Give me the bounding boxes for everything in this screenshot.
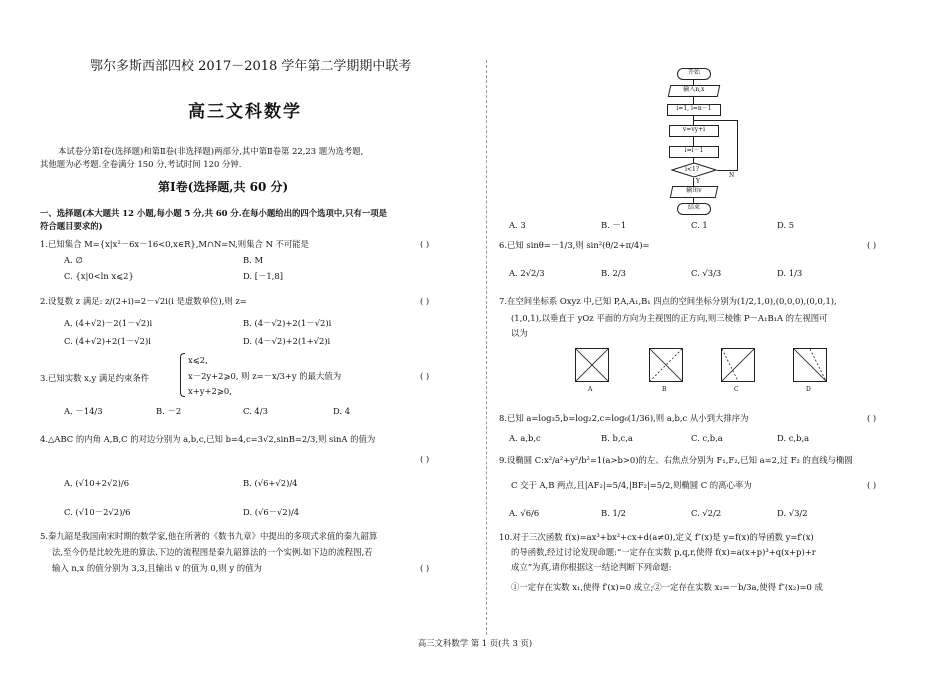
q4-answer-paren: ( ) [420, 454, 430, 464]
q6-option-c: C. √3/3 [691, 268, 722, 278]
q7-line-2: (1,0,1),以垂直于 yOz 平面的方向为主视图的正方向,则三棱锥 P－A₁B₁A 的左视图可 [511, 313, 828, 323]
q4-stem: 4.△ABC 的内角 A,B,C 的对边分别为 a,b,c,已知 b=4,c=3√2,sinB=2/3,则 sinA 的值为 [40, 434, 376, 444]
flowchart-condition: i<1? [685, 166, 699, 173]
q8-option-a: A. a,b,c [509, 433, 541, 443]
flowchart-decrement: i=i－1 [669, 146, 719, 158]
section1-line-1: 一、选择题(本大题共 12 小题,每小题 5 分,共 60 分.在每小题给出的四个选项中,只有一项是 [40, 208, 388, 218]
q4-option-d: D. (√6－√2)/4 [243, 507, 300, 517]
q4-option-c: C. (√10－2√2)/6 [64, 507, 131, 517]
q9-option-d: D. √3/2 [777, 508, 808, 518]
right-column [475, 0, 950, 673]
q7-view-d [793, 348, 827, 382]
q1-answer-paren: ( ) [420, 239, 430, 249]
q8-stem: 8.已知 a=log₃5,b=log₂2,c=log₆(1/36),则 a,b,c 从小到大排序为 [499, 413, 749, 423]
q1-option-b: B. M [243, 255, 264, 265]
q3-brace [180, 353, 185, 397]
q8-option-b: B. b,c,a [601, 433, 633, 443]
q5-option-d: D. 5 [777, 220, 795, 230]
q5-line-1: 5.秦九韶是我国南宋时期的数学家,他在所著的《数书九章》中提出的多项式求值的秦九韶算 [40, 531, 378, 541]
page-footer: 高三文科数学 第 1 页(共 3 页) [417, 638, 533, 648]
q2-option-d: D. (4－√2)+2(1+√2)i [243, 336, 331, 346]
q3-constraint-3: x+y+2⩾0, [188, 386, 232, 396]
q7-line-3: 以为 [511, 328, 528, 338]
q7-label-d: D [806, 386, 811, 393]
q5-line-2: 法,至今仍是比较先进的算法.下边的流程图是秦九韶算法的一个实例.如下边的流程图,若 [52, 547, 373, 557]
q10-line-1: 10.对于三次函数 f(x)=ax³+bx²+cx+d(a≠0),定义 f″(x)是 y=f(x)的导函数 y=f′(x) [499, 532, 814, 542]
q6-answer-paren: ( ) [867, 240, 877, 250]
q9-option-b: B. 1/2 [601, 508, 626, 518]
q8-answer-paren: ( ) [867, 413, 877, 423]
q8-option-d: D. c,b,a [777, 433, 810, 443]
flowchart-yes: Y [696, 178, 700, 185]
q2-option-b: B. (4－√2)+2(1－√2)i [243, 318, 332, 328]
q2-answer-paren: ( ) [420, 296, 430, 306]
section1-line-2: 符合题目要求的) [40, 221, 103, 231]
q4-option-a: A. (√10+2√2)/6 [64, 478, 130, 488]
q3-stem: 3.已知实数 x,y 满足约束条件 [40, 373, 150, 383]
q1-option-d: D. [－1,8] [243, 271, 283, 281]
q5-option-c: C. 1 [691, 220, 708, 230]
q9-line-1: 9.设椭圆 C:x²/a²+y²/b²=1(a>b>0)的左、右焦点分别为 F₁,F₂,已知 a=2,过 F₂ 的直线与椭圆 [499, 455, 853, 465]
q9-option-c: C. √2/2 [691, 508, 722, 518]
flowchart-start: 开始 [677, 68, 711, 80]
q9-answer-paren: ( ) [867, 480, 877, 490]
q5-option-b: B. －1 [601, 220, 627, 230]
q1-option-c: C. {x|0<ln x⩽2} [64, 271, 134, 281]
intro-line-1: 本试卷分第Ⅰ卷(选择题)和第Ⅱ卷(非选择题)两部分,其中第Ⅱ卷第 22,23 题为选考题, [58, 146, 364, 156]
q7-view-c [721, 348, 755, 382]
q3-constraint-2: x－2y+2⩾0, 则 z=－x/3+y 的最大值为 [188, 371, 342, 381]
q6-option-d: D. 1/3 [777, 268, 803, 278]
q3-option-a: A. －14/3 [64, 406, 103, 416]
q7-label-b: B [662, 386, 667, 393]
q6-stem: 6.已知 sinθ=－1/3,则 sin²(θ/2+π/4)= [499, 240, 650, 250]
q9-option-a: A. √6/6 [509, 508, 540, 518]
flowchart-end: 结束 [677, 203, 711, 215]
q1-stem: 1.已知集合 M={x|x²－6x－16<0,x∈R},M∩N=N,则集合 N 不可能是 [40, 239, 310, 249]
q10-line-4: ①一定存在实数 x₁,使得 f′(x)=0 成立;②一定存在实数 x₂=－b/3a,使得 f″(x₂)=0 成 [511, 582, 823, 592]
flowchart-no: N [729, 172, 735, 179]
q3-option-d: D. 4 [333, 406, 351, 416]
q5-line-3: 输入 n,x 的值分别为 3,3,且输出 v 的值为 0,则 y 的值为 [52, 563, 262, 573]
q10-line-2: 的导函数,经过讨论发现命题:“一定存在实数 p,q,r,使得 f(x)=a(x+p)³+q(x+p)+r [511, 547, 816, 557]
q7-view-b [649, 348, 683, 382]
flowchart [655, 68, 745, 216]
q6-option-a: A. 2√2/3 [509, 268, 545, 278]
q2-option-a: A. (4+√2)－2(1－√2)i [64, 318, 153, 328]
q3-option-c: C. 4/3 [243, 406, 268, 416]
exam-title: 鄂尔多斯西部四校 2017－2018 学年第二学期期中联考 [90, 59, 412, 74]
q2-option-c: C. (4+√2)+2(1－√2)i [64, 336, 151, 346]
q7-label-a: A [588, 386, 593, 393]
q3-constraint-1: x⩽2, [188, 355, 208, 365]
intro-line-2: 其他题为必考题.全卷满分 150 分,考试时间 120 分钟. [40, 159, 242, 169]
subject-title: 高三文科数学 [188, 102, 302, 122]
q7-view-a [575, 348, 609, 382]
q1-option-a: A. ∅ [64, 255, 83, 265]
flowchart-init: i=1, i=n－1 [667, 104, 721, 116]
q6-option-b: B. 2/3 [601, 268, 626, 278]
q7-line-1: 7.在空间坐标系 Oxyz 中,已知 P,A,A₁,B₁ 四点的空间坐标分别为(1/2,1,0),(0,0,0),(0,0,1), [499, 296, 837, 306]
q10-line-3: 成立”为真,请你根据这一结论判断下列命题: [511, 562, 672, 572]
q5-answer-paren: ( ) [420, 563, 430, 573]
q2-stem: 2.设复数 z 满足: z/(2+i)=2－√2i(i 是虚数单位),则 z= [40, 296, 247, 306]
q8-option-c: C. c,b,a [691, 433, 723, 443]
q7-label-c: C [734, 386, 739, 393]
q9-line-2: C 交于 A,B 两点,且|AF₂|=5/4,|BF₂|=5/2,则椭圆 C 的离心率为 [511, 480, 752, 490]
q3-answer-paren: ( ) [420, 371, 430, 381]
q5-option-a: A. 3 [509, 220, 526, 230]
q4-option-b: B. (√6+√2)/4 [243, 478, 298, 488]
flowchart-output: 输出v [670, 186, 719, 198]
q3-option-b: B. －2 [156, 406, 182, 416]
flowchart-step: v=vy+i [669, 125, 719, 137]
flowchart-input: 输入n,x [668, 85, 721, 97]
part1-title: 第Ⅰ卷(选择题,共 60 分) [158, 180, 289, 194]
